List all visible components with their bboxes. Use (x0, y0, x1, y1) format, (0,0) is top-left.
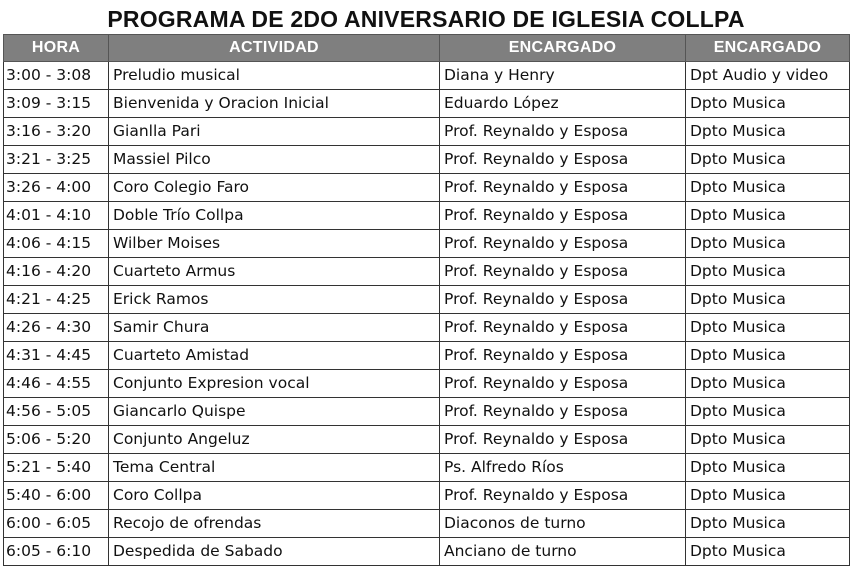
encargado-cell: Anciano de turno (440, 538, 686, 566)
program-table (3, 34, 850, 566)
hora-cell: 4:46 - 4:55 (4, 370, 109, 398)
departamento-cell: Dpto Musica (686, 538, 850, 566)
departamento-cell: Dpto Musica (686, 146, 850, 174)
departamento-cell: Dpto Musica (686, 258, 850, 286)
table-row (4, 370, 850, 398)
table-row (4, 146, 850, 174)
table-row (4, 202, 850, 230)
hora-cell: 4:31 - 4:45 (4, 342, 109, 370)
hora-cell: 5:40 - 6:00 (4, 482, 109, 510)
hora-cell: 6:05 - 6:10 (4, 538, 109, 566)
actividad-cell: Gianlla Pari (109, 118, 440, 146)
actividad-cell: Wilber Moises (109, 230, 440, 258)
encargado-cell: Prof. Reynaldo y Esposa (440, 118, 686, 146)
encargado-cell: Prof. Reynaldo y Esposa (440, 230, 686, 258)
departamento-cell: Dpto Musica (686, 510, 850, 538)
actividad-cell: Bienvenida y Oracion Inicial (109, 90, 440, 118)
departamento-cell: Dpto Musica (686, 370, 850, 398)
departamento-cell: Dpto Musica (686, 454, 850, 482)
departamento-cell: Dpt Audio y video (686, 62, 850, 90)
table-row (4, 118, 850, 146)
table-row (4, 426, 850, 454)
table-row (4, 314, 850, 342)
column-header-encargado: ENCARGADO (440, 35, 686, 62)
departamento-cell: Dpto Musica (686, 90, 850, 118)
actividad-cell: Samir Chura (109, 314, 440, 342)
table-row (4, 482, 850, 510)
hora-cell: 4:56 - 5:05 (4, 398, 109, 426)
departamento-cell: Dpto Musica (686, 174, 850, 202)
departamento-cell: Dpto Musica (686, 398, 850, 426)
actividad-cell: Coro Collpa (109, 482, 440, 510)
page-title: PROGRAMA DE 2DO ANIVERSARIO DE IGLESIA COLLPA (107, 6, 745, 32)
actividad-cell: Conjunto Expresion vocal (109, 370, 440, 398)
encargado-cell: Prof. Reynaldo y Esposa (440, 286, 686, 314)
table-row (4, 342, 850, 370)
actividad-cell: Cuarteto Armus (109, 258, 440, 286)
departamento-cell: Dpto Musica (686, 118, 850, 146)
table-row (4, 230, 850, 258)
hora-cell: 3:16 - 3:20 (4, 118, 109, 146)
actividad-cell: Tema Central (109, 454, 440, 482)
actividad-cell: Conjunto Angeluz (109, 426, 440, 454)
actividad-cell: Coro Colegio Faro (109, 174, 440, 202)
hora-cell: 3:26 - 4:00 (4, 174, 109, 202)
actividad-cell: Recojo de ofrendas (109, 510, 440, 538)
program-sheet (3, 4, 849, 566)
encargado-cell: Eduardo López (440, 90, 686, 118)
table-row (4, 286, 850, 314)
encargado-cell: Prof. Reynaldo y Esposa (440, 314, 686, 342)
departamento-cell: Dpto Musica (686, 202, 850, 230)
table-row (4, 90, 850, 118)
encargado-cell: Prof. Reynaldo y Esposa (440, 398, 686, 426)
encargado-cell: Ps. Alfredo Ríos (440, 454, 686, 482)
table-row (4, 538, 850, 566)
encargado-cell: Prof. Reynaldo y Esposa (440, 482, 686, 510)
departamento-cell: Dpto Musica (686, 426, 850, 454)
hora-cell: 4:01 - 4:10 (4, 202, 109, 230)
table-row (4, 510, 850, 538)
encargado-cell: Prof. Reynaldo y Esposa (440, 146, 686, 174)
column-header-hora: HORA (4, 35, 109, 62)
hora-cell: 3:09 - 3:15 (4, 90, 109, 118)
encargado-cell: Diaconos de turno (440, 510, 686, 538)
actividad-cell: Giancarlo Quispe (109, 398, 440, 426)
encargado-cell: Prof. Reynaldo y Esposa (440, 202, 686, 230)
encargado-cell: Prof. Reynaldo y Esposa (440, 342, 686, 370)
actividad-cell: Preludio musical (109, 62, 440, 90)
table-row (4, 454, 850, 482)
table-row (4, 258, 850, 286)
hora-cell: 5:21 - 5:40 (4, 454, 109, 482)
actividad-cell: Massiel Pilco (109, 146, 440, 174)
hora-cell: 6:00 - 6:05 (4, 510, 109, 538)
hora-cell: 5:06 - 5:20 (4, 426, 109, 454)
hora-cell: 4:26 - 4:30 (4, 314, 109, 342)
departamento-cell: Dpto Musica (686, 286, 850, 314)
column-header-encargado-2: ENCARGADO (686, 35, 850, 62)
encargado-cell: Diana y Henry (440, 62, 686, 90)
hora-cell: 4:16 - 4:20 (4, 258, 109, 286)
departamento-cell: Dpto Musica (686, 482, 850, 510)
table-row (4, 398, 850, 426)
departamento-cell: Dpto Musica (686, 230, 850, 258)
departamento-cell: Dpto Musica (686, 342, 850, 370)
hora-cell: 4:06 - 4:15 (4, 230, 109, 258)
actividad-cell: Despedida de Sabado (109, 538, 440, 566)
actividad-cell: Doble Trío Collpa (109, 202, 440, 230)
encargado-cell: Prof. Reynaldo y Esposa (440, 426, 686, 454)
hora-cell: 4:21 - 4:25 (4, 286, 109, 314)
encargado-cell: Prof. Reynaldo y Esposa (440, 174, 686, 202)
table-body (4, 62, 850, 566)
actividad-cell: Erick Ramos (109, 286, 440, 314)
encargado-cell: Prof. Reynaldo y Esposa (440, 258, 686, 286)
departamento-cell: Dpto Musica (686, 314, 850, 342)
table-row (4, 62, 850, 90)
hora-cell: 3:00 - 3:08 (4, 62, 109, 90)
column-header-actividad: ACTIVIDAD (109, 35, 440, 62)
table-row (4, 174, 850, 202)
actividad-cell: Cuarteto Amistad (109, 342, 440, 370)
hora-cell: 3:21 - 3:25 (4, 146, 109, 174)
header-row (4, 35, 850, 62)
encargado-cell: Prof. Reynaldo y Esposa (440, 370, 686, 398)
